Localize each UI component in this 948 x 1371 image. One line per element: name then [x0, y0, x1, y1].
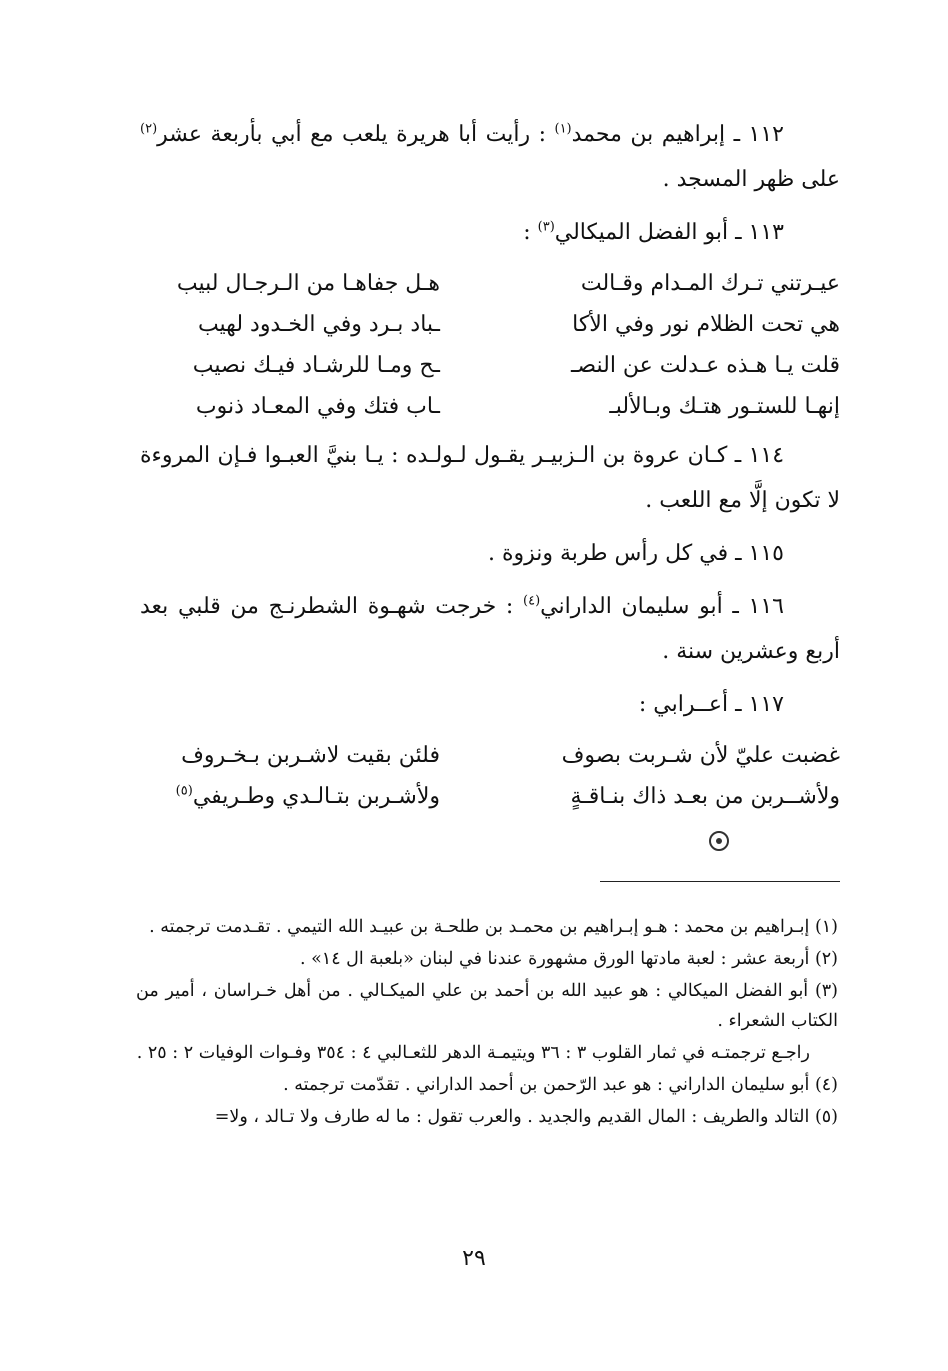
- hemistich-first: غضبت عليّ لأن شـربت بصوف: [561, 743, 840, 768]
- entry-number: ١١٣: [748, 220, 784, 245]
- footnote-3-continued: راجـع ترجمتـه في ثمار القلوب ٣ : ٣٦ ويتيمـة الدهر للثعـالبي ٤ : ٣٥٤ وفـوات الوفيات ٢ : ٢٥ .: [136, 1043, 810, 1063]
- footnote-3: (٣) أبو الفضل الميكالي : هو عبيد الله بن أحمد بن علي الميكـالي . من أهل خـراسان ، أمير من الكتاب الشعراء .: [136, 981, 838, 1031]
- footnote-ref: (١): [554, 121, 572, 137]
- footnote-5: (٥) التالد والطريف : المال القديم والجديد . والعرب تقول : ما له طارف ولا تـالد ، ولا=: [214, 1107, 838, 1127]
- footnote-1: (١) إبـراهيم بن محمد : هـو إبـراهيم بن محمـد بن طلحـة بن عبيـد الله التيمي . تقـدمت ترجمته .: [149, 917, 838, 937]
- hemistich-first: إنهـا للستـور هتـك وبـالألبـ: [609, 394, 840, 419]
- entry-number: ١١٧: [748, 692, 784, 717]
- footnote-mark: (٢): [814, 949, 838, 969]
- footnote-mark: (٥): [814, 1107, 838, 1127]
- footnote-2: (٢) أربعة عشر : لعبة مادتها الورق مشهورة عندنا في لبنان «بلعبة ال ١٤» .: [299, 949, 838, 969]
- poem-117: [140, 735, 840, 817]
- hemistich-second: ـاب فتك وفي المعـاد ذنوب: [195, 394, 440, 419]
- footnote-ref: (٣): [537, 219, 555, 235]
- entry-116: ١١٦ ـ أبو سليمان الداراني$^{(٤)}$ : خرجت شهـوة الشطرنـج من قلبي بعد أربع وعشرين سنة .: [140, 593, 840, 664]
- hemistich-second: ـباد بـرد وفي الخـدود لهيب: [197, 312, 440, 337]
- verse-line: [140, 263, 840, 304]
- entry-115: ١١٥ ـ في كل رأس طربة ونزوة .: [487, 541, 784, 566]
- footnote-4: (٤) أبو سليمان الداراني : هو عبد الرّحمن بن أحمد الداراني . تقدّمت ترجمته .: [283, 1075, 838, 1095]
- entry-number: ١١٥: [748, 541, 784, 566]
- footnote-separator: [600, 881, 840, 882]
- entry-number: ١١٦: [748, 594, 784, 619]
- footnote-mark: (١): [814, 917, 838, 937]
- footnote-ref: (٤): [523, 593, 541, 609]
- footnote-mark: (٣): [814, 981, 838, 1001]
- entry-113: ١١٣ ـ أبو الفضل الميكالي$^{(٣)}$ :: [523, 219, 784, 245]
- entry-number: ١١٤: [748, 443, 785, 468]
- entry-117: ١١٧ ـ أعــرابي :: [638, 692, 784, 717]
- footnote-ref: (٢): [140, 121, 158, 137]
- hemistich-first: قلت يـا هـذه عـدلت عن النصـ: [570, 353, 840, 378]
- footnote-mark: (٤): [814, 1075, 838, 1095]
- hemistich-second: ـح ومـا للرشـاد فيـك نصيب: [192, 353, 440, 378]
- footnotes: [136, 912, 838, 1134]
- entry-112: ١١٢ ـ إبراهيم بن محمد$^{(١)}$ : رأيت أبا هريرة يلعب مع أبي بأربعة عشر$^{(٢)}$ على ظهر المسجد .: [140, 121, 840, 192]
- poem-113: [140, 263, 840, 427]
- entry-number: ١١٢: [748, 122, 784, 147]
- verse-line: [140, 735, 840, 776]
- verse-line: [140, 345, 840, 386]
- hemistich-first: ولأشــربن من بعـد ذاك بنـاقـةٍ: [570, 784, 840, 809]
- entry-114: ١١٤ ـ كـان عروة بن الـزبيـر يقـول لـولـده : يـا بنيَّ العبـوا فـإن المروءة لا تكون إلَّا مع اللعب .: [140, 443, 840, 513]
- verse-line: [140, 776, 840, 817]
- hemistich-second: فلئن بقيت لاشـربن بـخـروف: [181, 743, 440, 768]
- hemistich-first: هي تحت الظلام نور وفي الأكا: [572, 312, 840, 337]
- page-number: ٢٩: [462, 1246, 486, 1271]
- hemistich-second: ولأشـربن بتـالـدي وطـريفي$^{(٥)}$: [175, 783, 440, 809]
- hemistich-second: هـل جفاهـا من الـرجـال لبيب: [176, 271, 440, 296]
- hemistich-first: عيـرتني تـرك المـدام وقـالت: [580, 271, 840, 296]
- main-text: [140, 112, 840, 823]
- footnote-ref: (٥): [175, 783, 193, 799]
- verse-line: [140, 386, 840, 427]
- ornament-icon: [706, 828, 732, 854]
- verse-line: [140, 304, 840, 345]
